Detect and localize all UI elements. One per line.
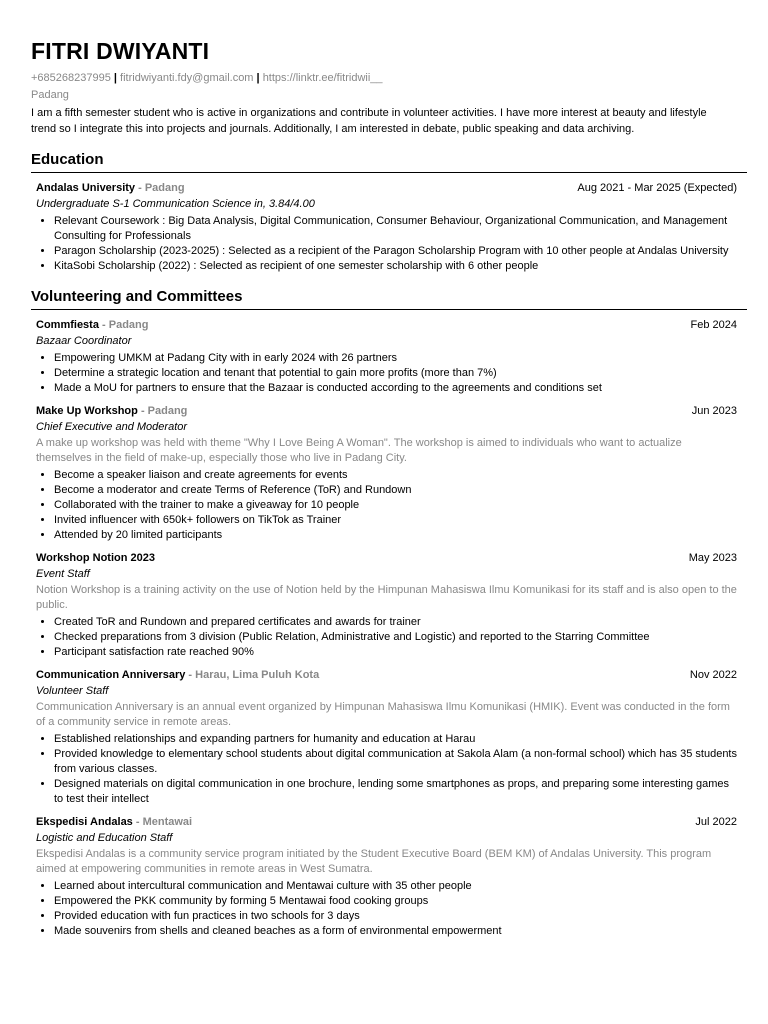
candidate-name: FITRI DWIYANTI — [31, 38, 210, 64]
entry-header — [36, 668, 737, 683]
bullet-item: • Provided education with fun practices in two schools for 3 days — [54, 909, 737, 924]
email-link[interactable]: fitridwiyanti.fdy@gmail.com — [120, 72, 254, 84]
bullet-item: • Attended by 20 limited participants — [54, 528, 737, 543]
entry-role: Volunteer Staff — [36, 685, 109, 697]
bullet-item: • Become a speaker liaison and create agreements for events — [54, 468, 737, 483]
entry-location: - Padang — [140, 405, 188, 417]
entry-org-line — [36, 668, 319, 683]
volunteer-entry — [36, 551, 737, 660]
summary-text: I am a fifth semester student who is active in organizations and contribute in volunteer activities. I have more interest at beauty and lifestyle trend so I integrate this into projects and journals. Additionally, I am interested in debate, public speaking and data archiving. — [31, 107, 707, 135]
volunteer-entry — [36, 404, 737, 543]
separator: | — [113, 72, 117, 84]
entry-org: Ekspedisi Andalas — [36, 816, 133, 828]
entry-date: Feb 2024 — [690, 319, 737, 331]
bullet-item: • Created ToR and Rundown and prepared certificates and awards for trainer — [54, 615, 737, 630]
entry-bullets — [36, 351, 737, 396]
entry-description: Ekspedisi Andalas is a community service program initiated by the Student Executive Board (BEM KM) of Andalas University. This program aimed at empowering communities in remote areas in West Sumatra. — [36, 848, 712, 875]
volunteer-entry — [36, 318, 737, 396]
entry-location: - Mentawai — [135, 816, 193, 828]
phone-number[interactable]: +685268237995 — [31, 72, 111, 84]
bullet-item: • Become a moderator and create Terms of Reference (ToR) and Rundown — [54, 483, 737, 498]
entry-date: Aug 2021 - Mar 2025 (Expected) — [577, 182, 737, 194]
bullet-item: • Empowered the PKK community by forming 5 Mentawai food cooking groups — [54, 894, 737, 909]
bullet-item: • Designed materials on digital communication in one brochure, lending some smartphones as props, and preparing some interesting games to test their intellect — [54, 777, 737, 807]
entry-org-line — [36, 815, 192, 830]
entry-org-line — [36, 551, 155, 566]
entry-org: Make Up Workshop — [36, 405, 138, 417]
bullet-item: • Made souvenirs from shells and cleaned beaches as a form of environmental empowerment — [54, 924, 737, 939]
entry-location: - Padang — [138, 182, 185, 194]
entry-date: Jul 2022 — [695, 816, 737, 828]
entry-header — [36, 404, 737, 419]
volunteer-entry — [36, 815, 737, 939]
entry-date: Jun 2023 — [691, 405, 737, 417]
entry-description: A make up workshop was held with theme "Why I Love Being A Woman". The workshop is aimed to individuals who want to actualize themselves in the field of make-up, especially those who live in Padang City. — [36, 437, 682, 464]
bullet-item: • Participant satisfaction rate reached 90% — [54, 645, 737, 660]
entry-org: Workshop Notion 2023 — [36, 552, 155, 564]
entry-location: - Harau, Lima Puluh Kota — [188, 669, 320, 681]
bullet-item: • Paragon Scholarship (2023-2025) : Selected as a recipient of the Paragon Scholarship Program with 10 other people at Andalas University — [54, 244, 737, 259]
entry-role: Event Staff — [36, 568, 90, 580]
bullet-item: • Established relationships and expanding partners for humanity and education at Harau — [54, 732, 737, 747]
entry-org-line — [36, 404, 187, 419]
entry-role: Chief Executive and Moderator — [36, 421, 188, 433]
candidate-location: Padang — [31, 89, 69, 101]
entry-org: Communication Anniversary — [36, 669, 186, 681]
entry-bullets — [36, 468, 737, 543]
entry-org-line — [36, 181, 185, 196]
bullet-item: • Determine a strategic location and tenant that potential to gain more profits (more than 7%) — [54, 366, 737, 381]
entry-location: - Padang — [102, 319, 149, 331]
bullet-item: • KitaSobi Scholarship (2022) : Selected as recipient of one semester scholarship with 6 other people — [54, 259, 737, 274]
entry-date: May 2023 — [688, 552, 737, 564]
entry-description: Communication Anniversary is an annual event organized by Himpunan Mahasiswa Ilmu Komunikasi (HMIK). Event was conducted in the form of a community service in remote areas. — [36, 701, 730, 728]
volunteering-section-title: Volunteering and Committees — [31, 288, 747, 310]
bullet-item: • Empowering UMKM at Padang City with in early 2024 with 26 partners — [54, 351, 737, 366]
profile-link[interactable]: https://linktr.ee/fitridwii__ — [262, 72, 383, 84]
bullet-item: • Provided knowledge to elementary school students about digital communication at Sakola Alam (a non-formal school) which has 35 students from various classes. — [54, 747, 737, 777]
entry-header — [36, 318, 737, 333]
entry-role: Logistic and Education Staff — [36, 832, 173, 844]
entry-role: Undergraduate S-1 Communication Science in, 3.84/4.00 — [36, 198, 315, 210]
entry-date: Nov 2022 — [689, 669, 737, 681]
bullet-item: • Relevant Coursework : Big Data Analysis, Digital Communication, Consumer Behaviour, Organizational Communication, and Management Consulting for Professionals — [54, 214, 737, 244]
entry-bullets — [36, 214, 737, 274]
entry-bullets — [36, 732, 737, 807]
entry-header — [36, 551, 737, 566]
entry-org-line — [36, 318, 148, 333]
education-entry — [36, 181, 737, 274]
entry-header — [36, 181, 737, 196]
bullet-item: • Checked preparations from 3 division (Public Relation, Administrative and Logistic) and reported to the Starring Committee — [54, 630, 737, 645]
separator: | — [256, 72, 260, 84]
entry-description: Notion Workshop is a training activity on the use of Notion held by the Himpunan Mahasiswa Ilmu Komunikasi for its staff and is also open to the public. — [36, 584, 737, 611]
entry-bullets — [36, 879, 737, 939]
entry-org: Andalas University — [36, 182, 136, 194]
volunteering-list — [31, 318, 742, 939]
entry-org: Commfiesta — [36, 319, 99, 331]
bullet-item: • Collaborated with the trainer to make a giveaway for 10 people — [54, 498, 737, 513]
bullet-item: • Made a MoU for partners to ensure that the Bazaar is conducted according to the agreements and conditions set — [54, 381, 737, 396]
entry-header — [36, 815, 737, 830]
contact-line — [31, 71, 742, 86]
bullet-item: • Invited influencer with 650k+ followers on TikTok as Trainer — [54, 513, 737, 528]
education-section-title: Education — [31, 151, 747, 173]
entry-role: Bazaar Coordinator — [36, 335, 132, 347]
bullet-item: • Learned about intercultural communication and Mentawai culture with 35 other people — [54, 879, 737, 894]
volunteer-entry — [36, 668, 737, 807]
entry-bullets — [36, 615, 737, 660]
